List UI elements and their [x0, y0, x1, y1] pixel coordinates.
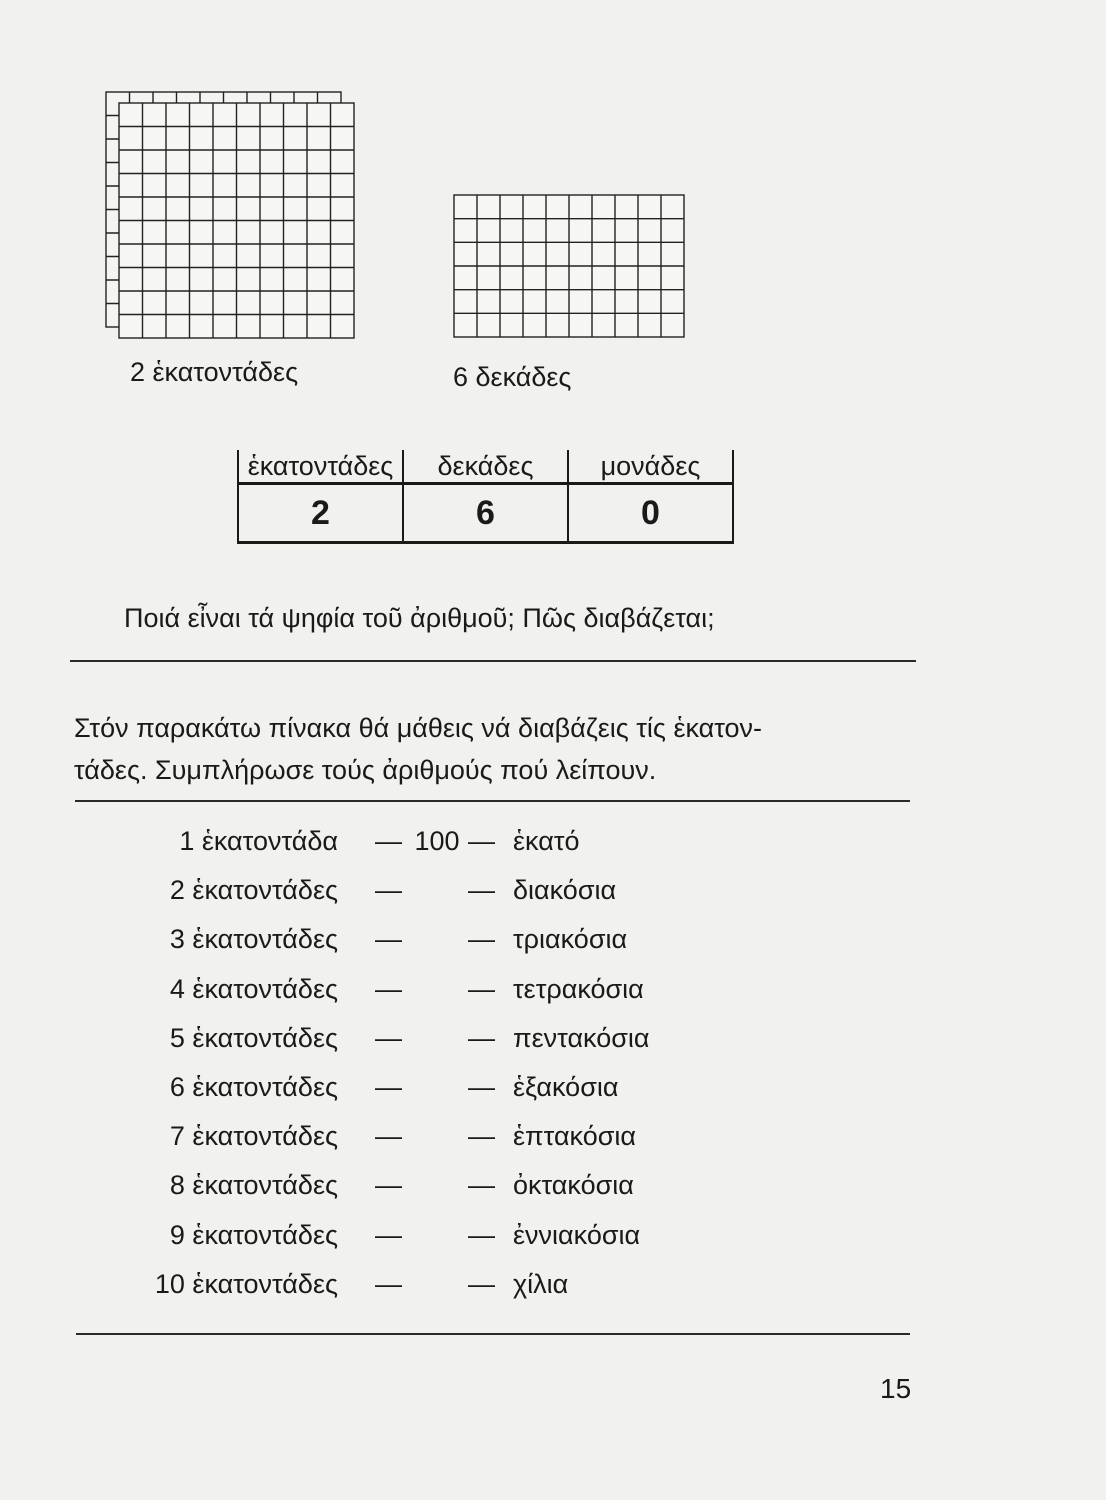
row-dash: —: [375, 875, 402, 906]
row-dash: —: [375, 1022, 402, 1053]
row-units-label: 6 ἑκατοντάδες: [169, 1072, 338, 1102]
row-dash: —: [468, 1072, 495, 1102]
ten-rods: [454, 195, 684, 337]
row-dash: —: [468, 1170, 495, 1201]
row-dash: —: [375, 973, 402, 1004]
row-units-label: 2 ἑκατοντάδες: [169, 875, 338, 906]
row-dash: —: [375, 1268, 402, 1299]
digit-hundreds: 2: [238, 484, 403, 543]
row-number-blank[interactable]: 100: [414, 826, 460, 856]
row-dash: —: [468, 875, 495, 906]
row-dash: —: [468, 973, 495, 1004]
page-number: 15: [880, 1373, 912, 1404]
digit-units: 0: [568, 484, 733, 543]
row-number-word: ἑκατό: [513, 826, 580, 856]
row-units-label: 9 ἑκατοντάδες: [169, 1219, 338, 1250]
row-units-label: 1 ἑκατοντάδα: [179, 826, 338, 856]
row-number-word: ὀκτακόσια: [513, 1170, 634, 1201]
row-dash: —: [468, 1268, 495, 1299]
row-units-label: 5 ἑκατοντάδες: [169, 1022, 338, 1053]
divider-1: [70, 660, 916, 662]
row-number-word: ἑπτακόσια: [513, 1121, 637, 1152]
row-units-label: 8 ἑκατοντάδες: [169, 1170, 338, 1201]
row-dash: —: [468, 826, 495, 856]
row-number-word: ἐννιακόσια: [513, 1219, 641, 1250]
hundreds-caption: 2 ἑκατοντάδες: [130, 357, 299, 387]
header-units: μονάδες: [568, 450, 733, 484]
row-dash: —: [375, 1219, 402, 1250]
row-dash: —: [468, 1219, 495, 1250]
row-number-word: τετρακόσια: [513, 973, 644, 1004]
row-dash: —: [468, 924, 495, 955]
row-number-word: ἑξακόσια: [513, 1072, 619, 1102]
instructions-line-1: Στόν παρακάτω πίνακα θά μάθεις νά διαβάζεις τίς ἑκατον-: [74, 713, 763, 743]
row-dash: —: [375, 1170, 402, 1201]
row-dash: —: [375, 924, 402, 955]
row-number-word: πεντακόσια: [513, 1022, 650, 1053]
row-number-word: τριακόσια: [513, 924, 628, 955]
header-hundreds: ἑκατοντάδες: [238, 450, 403, 484]
row-units-label: 7 ἑκατοντάδες: [169, 1121, 338, 1152]
divider-2: [75, 800, 910, 802]
row-units-label: 10 ἑκατοντάδες: [154, 1268, 338, 1299]
tens-caption: 6 δεκάδες: [453, 362, 572, 392]
hundred-flat-front: [119, 103, 354, 338]
base-ten-blocks-figure: [0, 0, 1106, 360]
digit-tens: 6: [403, 484, 568, 543]
instructions-line-2: τάδες. Συμπλήρωσε τούς ἀριθμούς πού λείπουν.: [74, 755, 657, 785]
row-dash: —: [468, 1121, 495, 1152]
row-dash: —: [375, 1072, 402, 1102]
row-number-word: διακόσια: [513, 875, 617, 906]
row-number-word: χίλια: [513, 1268, 569, 1299]
place-value-table: [237, 450, 734, 544]
row-units-label: 3 ἑκατοντάδες: [169, 924, 338, 955]
divider-3: [76, 1333, 910, 1335]
row-dash: —: [468, 1022, 495, 1053]
row-units-label: 4 ἑκατοντάδες: [169, 973, 338, 1004]
row-dash: —: [375, 1121, 402, 1152]
header-tens: δεκάδες: [403, 450, 568, 484]
question: Ποιά εἶναι τά ψηφία τοῦ ἀριθμοῦ; Πῶς διαβάζεται;: [124, 603, 715, 633]
row-dash: —: [375, 826, 402, 856]
